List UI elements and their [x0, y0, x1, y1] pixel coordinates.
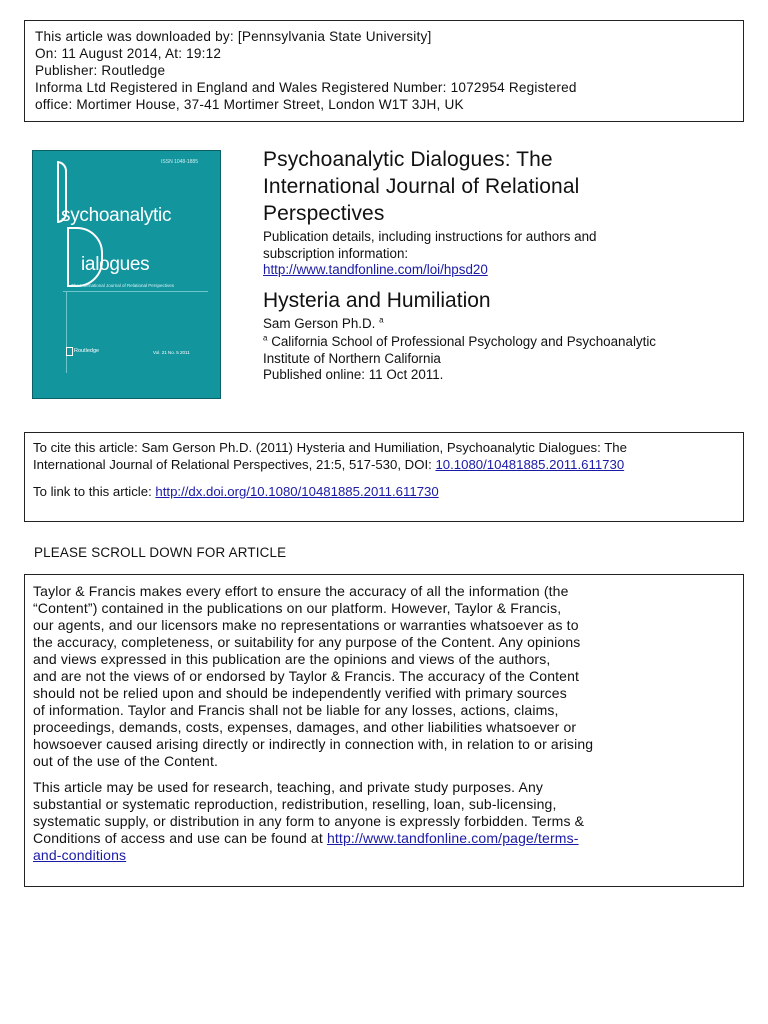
scroll-notice: PLEASE SCROLL DOWN FOR ARTICLE [34, 545, 287, 560]
citation-line: To cite this article: Sam Gerson Ph.D. (2011) Hysteria and Humiliation, Psychoanalytic Dialogues: The [33, 440, 627, 455]
disclaimer-line: This article may be used for research, teaching, and private study purposes. Any [33, 779, 544, 795]
article-doi-url-link[interactable]: http://dx.doi.org/10.1080/10481885.2011.611730 [155, 484, 439, 499]
download-info-box [24, 20, 744, 122]
disclaimer-line: should not be relied upon and should be independently verified with primary sources [33, 685, 567, 701]
disclaimer-line: Conditions of access and use can be found at [33, 830, 327, 846]
link-label: To link to this article: [33, 484, 156, 499]
article-link-row [33, 483, 735, 500]
disclaimer-line: the accuracy, completeness, or suitability for any purpose of the Content. Any opinions [33, 634, 581, 650]
journal-title-line: Perspectives [263, 202, 385, 225]
disclaimer-line: Taylor & Francis makes every effort to ensure the accuracy of all the information (the [33, 583, 569, 599]
cover-rule [63, 291, 208, 292]
published-date: Published online: 11 Oct 2011. [263, 367, 444, 382]
cover-subtitle: The International Journal of Relational Perspectives [71, 283, 175, 288]
cover-word-1: sychoanalytic [61, 205, 172, 226]
disclaimer-line: of information. Taylor and Francis shall not be liable for any losses, actions, claims, [33, 702, 559, 718]
disclaimer-line: proceedings, demands, costs, expenses, damages, and other liabilities whatsoever or [33, 719, 577, 735]
registration-line: Informa Ltd Registered in England and Wales Registered Number: 1072954 Registered [35, 80, 577, 95]
download-line: This article was downloaded by: [Pennsylvania State University] [35, 29, 432, 44]
cover-word-2: ialogues [81, 254, 150, 275]
article-metadata [263, 146, 743, 384]
journal-title [263, 146, 743, 227]
disclaimer-line: our agents, and our licensors make no representations or warranties whatsoever as to [33, 617, 579, 633]
disclaimer-box [24, 574, 744, 887]
terms-conditions-link-cont[interactable]: and-conditions [33, 847, 127, 863]
affil-line: Institute of Northern California [263, 350, 441, 366]
disclaimer-line: “Content”) contained in the publications on our platform. However, Taylor & Francis, [33, 600, 562, 616]
disclaimer-line: out of the use of the Content. [33, 753, 219, 769]
office-line: office: Mortimer House, 37-41 Mortimer Street, London W1T 3JH, UK [35, 97, 464, 112]
details-line: Publication details, including instructions for authors and [263, 229, 597, 244]
cover-volume: Vol. 21 No. 5 2011 [153, 350, 190, 355]
terms-conditions-link[interactable]: http://www.tandfonline.com/page/terms- [326, 830, 579, 846]
author-affil-marker: a [379, 315, 384, 325]
affil-marker: a [263, 333, 268, 343]
cover-issn: ISSN 1048-1885 [161, 159, 198, 165]
disclaimer-line: systematic supply, or distribution in any form to anyone is expressly forbidden. Terms & [33, 813, 585, 829]
cover-vertical-rule [66, 291, 67, 373]
disclaimer-line: and views expressed in this publication are the opinions and views of the authors, [33, 651, 551, 667]
author-name-text: Sam Gerson Ph.D. [263, 315, 376, 331]
journal-title-line: International Journal of Relational [263, 175, 580, 198]
disclaimer-line: and are not the views of or endorsed by Taylor & Francis. The accuracy of the Content [33, 668, 580, 684]
disclaimer-paragraph-1 [33, 583, 735, 770]
journal-url-link[interactable]: http://www.tandfonline.com/loi/hpsd20 [263, 262, 488, 277]
citation-box [24, 432, 744, 522]
cover-publisher: Routledge [74, 348, 100, 354]
disclaimer-line: substantial or systematic reproduction, redistribution, reselling, loan, sub-licensing, [33, 796, 557, 812]
disclaimer-paragraph-2 [33, 779, 735, 864]
citation-text: International Journal of Relational Perspectives, 21:5, 517-530, DOI: [33, 457, 436, 472]
disclaimer-line: howsoever caused arising directly or indirectly in connection with, in relation to or arising [33, 736, 594, 752]
publication-details [263, 229, 743, 279]
author-name [263, 316, 743, 333]
affiliation [263, 334, 743, 384]
journal-title-line: Psychoanalytic Dialogues: The [263, 148, 553, 171]
citation-line-2 [33, 456, 735, 473]
details-line: subscription information: [263, 245, 409, 261]
publisher-line: Publisher: Routledge [35, 63, 166, 78]
doi-link[interactable]: 10.1080/10481885.2011.611730 [435, 457, 625, 472]
affil-line: California School of Professional Psychology and Psychoanalytic [271, 334, 657, 349]
download-date-line: On: 11 August 2014, At: 19:12 [35, 46, 222, 61]
routledge-logo-icon [66, 347, 73, 356]
journal-cover-image [32, 150, 221, 399]
article-title: Hysteria and Humiliation [263, 288, 491, 312]
